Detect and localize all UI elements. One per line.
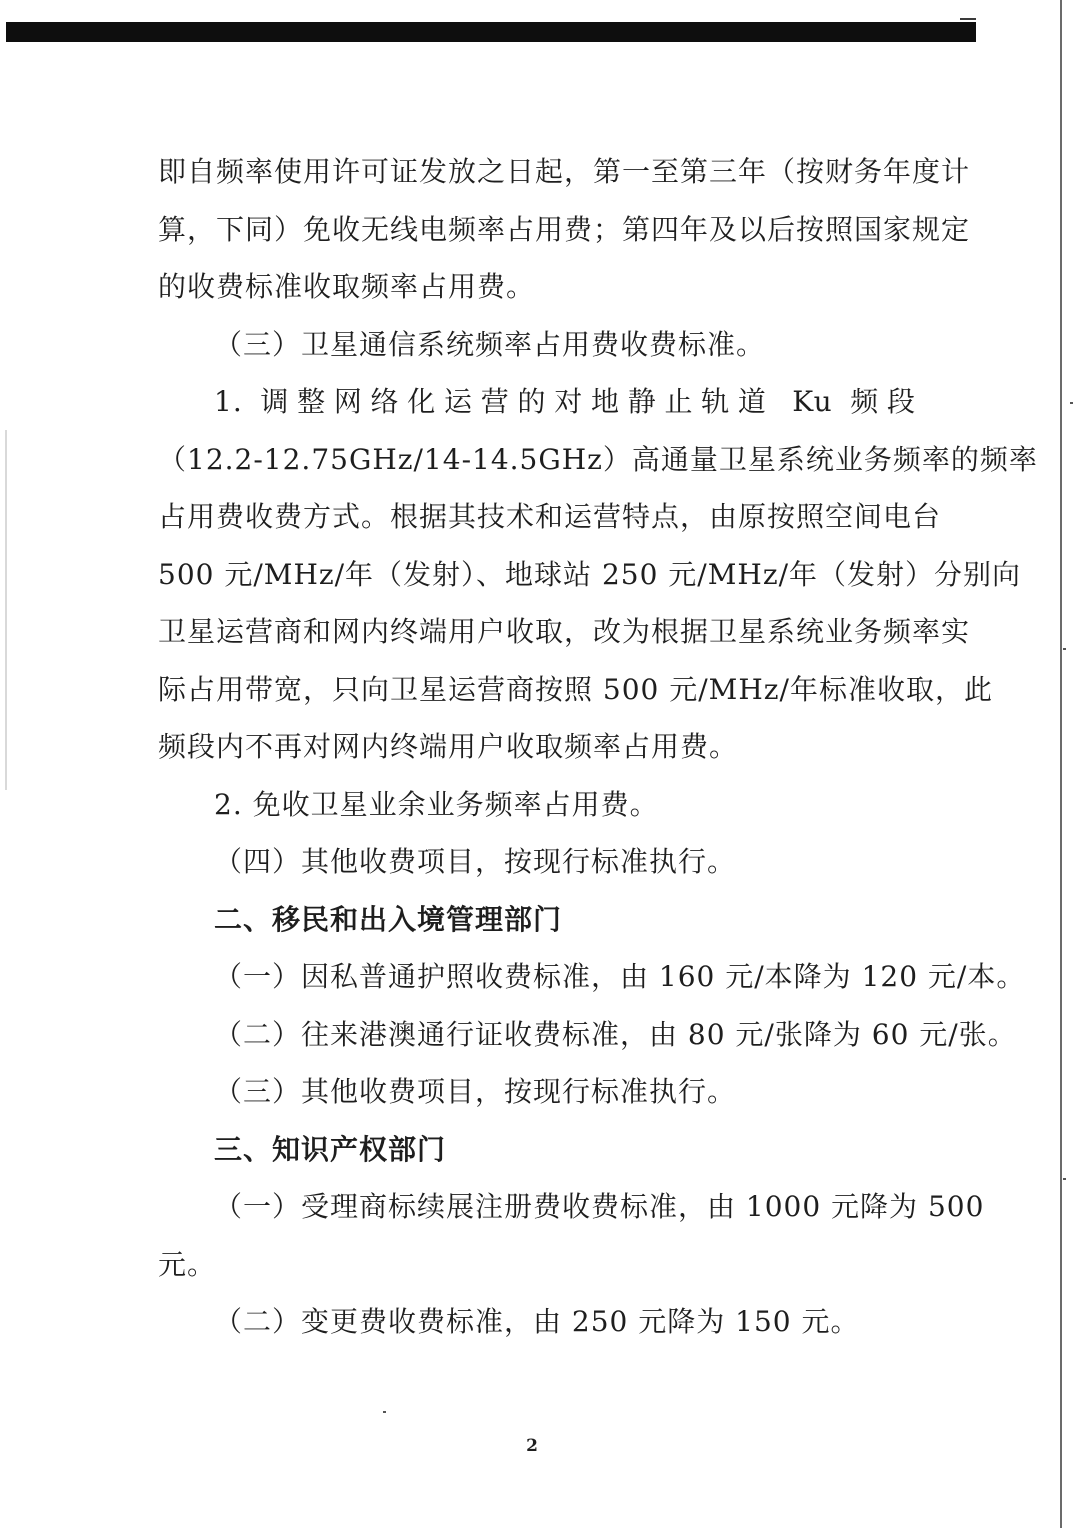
scan-speck	[1063, 1178, 1066, 1180]
scan-top-border-thin	[960, 18, 976, 20]
section-heading-ip: 三、知识产权部门	[214, 1132, 447, 1166]
paragraph-line: 元。	[158, 1247, 217, 1281]
paragraph-line: （三）其他收费项目，按现行标准执行。	[214, 1075, 737, 1108]
scan-right-edge	[1060, 0, 1062, 1528]
section-subheading: （三）卫星通信系统频率占用费收费标准。	[214, 327, 766, 361]
scan-speck	[1070, 402, 1073, 404]
paragraph-line: 1. 调整网络化运营的对地静止轨道 Ku 频段	[214, 385, 916, 418]
document-body	[158, 143, 1038, 1351]
paragraph-line: （二）变更费收费标准，由 250 元降为 150 元。	[214, 1305, 860, 1338]
section-heading-immigration: 二、移民和出入境管理部门	[214, 902, 563, 936]
scan-speck	[1063, 648, 1066, 650]
paragraph-line: 占用费收费方式。根据其技术和运营特点，由原按照空间电台	[158, 500, 942, 533]
paragraph-line: 即自频率使用许可证发放之日起，第一至第三年（按财务年度计	[158, 155, 971, 188]
paragraph-line: 2. 免收卫星业余业务频率占用费。	[214, 787, 659, 821]
scan-speck	[383, 1411, 386, 1413]
paragraph-line: （四）其他收费项目，按现行标准执行。	[214, 845, 737, 878]
scan-top-border	[6, 22, 976, 42]
paragraph-line: （一）受理商标续展注册费收费标准，由 1000 元降为 500	[214, 1190, 985, 1223]
paragraph-line: 500 元/MHz/年（发射）、地球站 250 元/MHz/年（发射）分别向	[158, 557, 1022, 591]
paragraph-line: 卫星运营商和网内终端用户收取，改为根据卫星系统业务频率实	[158, 615, 971, 648]
paragraph-line: 的收费标准收取频率占用费。	[158, 270, 536, 303]
scan-left-edge	[5, 430, 7, 790]
paragraph-line: 算，下同）免收无线电频率占用费；第四年及以后按照国家规定	[158, 212, 971, 246]
paragraph-line: （二）往来港澳通行证收费标准，由 80 元/张降为 60 元/张。	[214, 1017, 1017, 1051]
page-number: 2	[526, 1436, 538, 1456]
paragraph-line: 频段内不再对网内终端用户收取频率占用费。	[158, 730, 739, 763]
paragraph-line: （一）因私普通护照收费标准，由 160 元/本降为 120 元/本。	[214, 960, 1026, 993]
paragraph-line: （12.2-12.75GHz/14-14.5GHz）高通量卫星系统业务频率的频率	[158, 442, 1038, 476]
paragraph-line: 际占用带宽，只向卫星运营商按照 500 元/MHz/年标准收取，此	[158, 672, 993, 706]
